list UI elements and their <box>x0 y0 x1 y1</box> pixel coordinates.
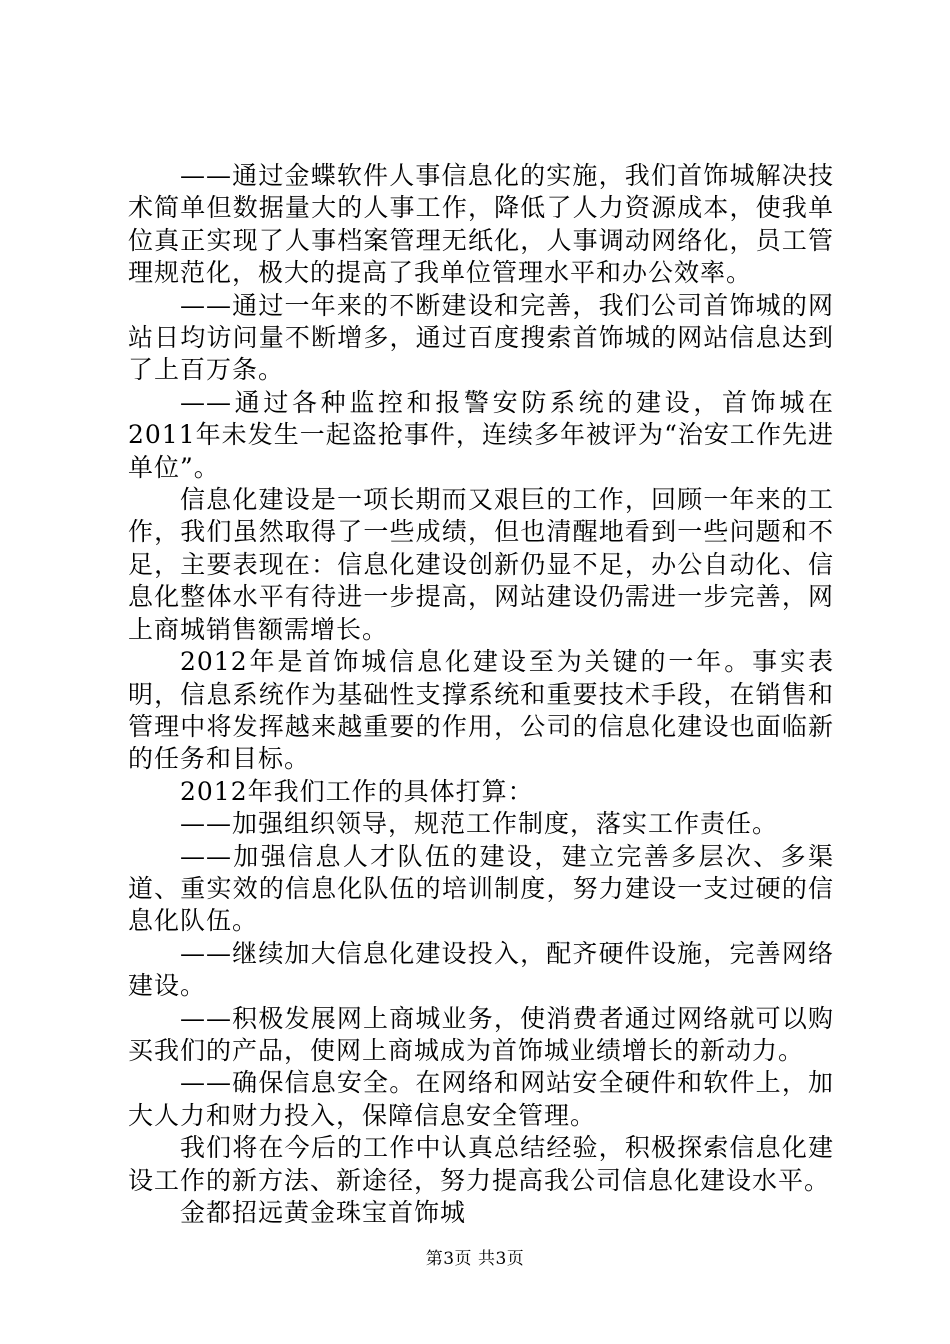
paragraph-plan-talent: ——加强信息人才队伍的建设，建立完善多层次、多渠道、重实效的信息化队伍的培训制度，努力建设一支过硬的信息化队伍。 <box>128 841 834 936</box>
paragraph-plan-security: ——确保信息安全。在网络和网站安全硬件和软件上，加大人力和财力投入，保障信息安全管理。 <box>128 1068 834 1130</box>
paragraph-conclusion: 我们将在今后的工作中认真总结经验，积极探索信息化建设工作的新方法、新途径，努力提高我公司信息化建设水平。 <box>128 1133 834 1195</box>
paragraph-plan-online-mall: ——积极发展网上商城业务，使消费者通过网络就可以购买我们的产品，使网上商城成为首饰城业绩增长的新动力。 <box>128 1003 834 1065</box>
signature-organization: 金都招远黄金珠宝首饰城 <box>180 1198 467 1227</box>
paragraph-security-system: ——通过各种监控和报警安防系统的建设，首饰城在2011年未发生一起盗抢事件，连续多年被评为“治安工作先进单位”。 <box>128 387 834 482</box>
document-body <box>128 160 834 1229</box>
paragraph-website-traffic: ——通过一年来的不断建设和完善，我们公司首饰城的网站日均访问量不断增多，通过百度搜索首饰城的网站信息达到了上百万条。 <box>128 290 834 385</box>
paragraph-plan-investment: ——继续加大信息化建设投入，配齐硬件设施，完善网络建设。 <box>128 938 834 1001</box>
paragraph-2012-plan-heading: 2012年我们工作的具体打算： <box>180 776 534 806</box>
paragraph-hr-informatization: ——通过金蝶软件人事信息化的实施，我们首饰城解决技术简单但数据量大的人事工作，降低了人力资源成本，使我单位真正实现了人事档案管理无纸化，人事调动网络化，员工管理规范化，极大的提高了我单位管理水平和办公效率。 <box>128 161 834 288</box>
page-footer: 第3页 共3页 <box>425 1249 525 1269</box>
paragraph-2012-key-year: 2012年是首饰城信息化建设至为关键的一年。事实表明，信息系统作为基础性支撑系统和重要技术手段，在销售和管理中将发挥越来越重要的作用，公司的信息化建设也面临新的任务和目标。 <box>128 647 834 774</box>
paragraph-plan-leadership: ——加强组织领导，规范工作制度，落实工作责任。 <box>180 809 779 839</box>
paragraph-shortcomings: 信息化建设是一项长期而又艰巨的工作，回顾一年来的工作，我们虽然取得了一些成绩，但也清醒地看到一些问题和不足，主要表现在：信息化建设创新仍显不足，办公自动化、信息化整体水平有待进一步提高，网站建设仍需进一步完善，网上商城销售额需增长。 <box>128 485 834 644</box>
